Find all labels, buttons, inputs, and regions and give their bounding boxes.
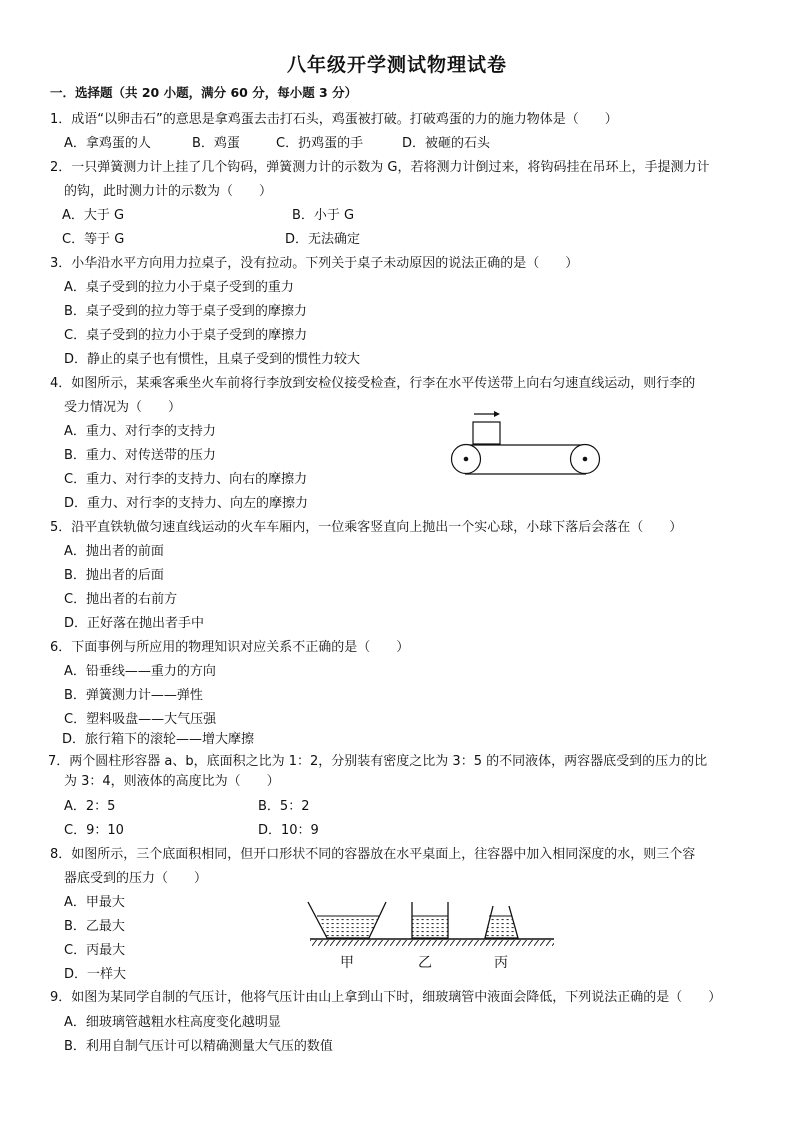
q5-option-d: D．正好落在抛出者手中: [64, 616, 205, 631]
q4-option-d: D．重力、对行李的支持力、向左的摩擦力: [64, 496, 309, 511]
q2-option-c: C．等于 G: [62, 232, 125, 247]
containers-figure: [306, 898, 558, 948]
question-7-text-line1: 7．两个圆柱形容器 a、b，底面积之比为 1：2，分别装有密度之比为 3：5 的不同液体，两容器底受到的压力的比: [48, 754, 708, 769]
container-label-yi: 乙: [418, 955, 432, 971]
container-yi-water: [412, 916, 448, 938]
q3-option-d: D．静止的桌子也有惯性，且桌子受到的惯性力较大: [64, 352, 361, 367]
q7-option-c: C．9：10: [64, 823, 124, 838]
q2-option-d: D．无法确定: [285, 232, 361, 247]
right-roller-axle: [583, 457, 588, 462]
q4-option-c: C．重力、对行李的支持力、向右的摩擦力: [64, 472, 308, 487]
q1-option-d: D．被砸的石头: [402, 136, 491, 151]
q3-option-c: C．桌子受到的拉力小于桌子受到的摩擦力: [64, 328, 308, 343]
question-8-text-line2: 器底受到的压力（ ）: [64, 871, 208, 886]
question-3-text: 3．小华沿水平方向用力拉桌子，没有拉动。下列关于桌子未动原因的说法正确的是（ ）: [50, 256, 579, 271]
question-4-text-line2: 受力情况为（ ）: [64, 400, 182, 415]
container-label-bing: 丙: [494, 955, 508, 971]
motion-arrow-head: [494, 411, 500, 417]
q5-option-b: B．抛出者的后面: [64, 568, 164, 583]
q8-option-d: D．一样大: [64, 967, 127, 982]
question-8-text-line1: 8．如图所示，三个底面积相同，但开口形状不同的容器放在水平桌面上，往容器中加入相同深度的水，则三个容: [50, 847, 696, 862]
question-9-text: 9．如图为某同学自制的气压计，他将气压计由山上拿到山下时，细玻璃管中液面会降低，下列说法正确的是（ ）: [50, 990, 722, 1005]
q9-option-b: B．利用自制气压计可以精确测量大气压的数值: [64, 1039, 333, 1054]
q4-option-a: A．重力、对行李的支持力: [64, 424, 216, 439]
question-1-text: 1．成语“以卵击石”的意思是拿鸡蛋去击打石头，鸡蛋被打破。打破鸡蛋的力的施力物体是（ ）: [50, 112, 618, 127]
q6-option-c: C．塑料吸盘——大气压强: [64, 712, 217, 727]
container-label-jia: 甲: [340, 955, 354, 971]
q5-option-c: C．抛出者的右前方: [64, 592, 178, 607]
q3-option-b: B．桌子受到的拉力等于桌子受到的摩擦力: [64, 304, 307, 319]
page-title: 八年级开学测试物理试卷: [286, 54, 507, 76]
section-heading: 一．选择题（共 20 小题，满分 60 分，每小题 3 分）: [50, 85, 358, 100]
q5-option-a: A．抛出者的前面: [64, 544, 164, 559]
q1-option-c: C．扔鸡蛋的手: [276, 136, 364, 151]
q3-option-a: A．桌子受到的拉力小于桌子受到的重力: [64, 280, 294, 295]
q1-option-b: B．鸡蛋: [192, 136, 240, 151]
q7-option-b: B．5：2: [258, 799, 310, 814]
q8-option-b: B．乙最大: [64, 919, 125, 934]
q2-option-a: A．大于 G: [62, 208, 125, 223]
q1-option-a: A．拿鸡蛋的人: [64, 136, 151, 151]
question-7-text-line2: 为 3：4，则液体的高度比为（ ）: [64, 774, 280, 789]
q4-option-b: B．重力、对传送带的压力: [64, 448, 216, 463]
q2-option-b: B．小于 G: [292, 208, 355, 223]
conveyor-belt-figure: [450, 408, 602, 478]
question-2-text-line2: 的钩，此时测力计的示数为（ ）: [64, 184, 273, 199]
q9-option-a: A．细玻璃管越粗水柱高度变化越明显: [64, 1015, 281, 1030]
question-6-text: 6．下面事例与所应用的物理知识对应关系不正确的是（ ）: [50, 640, 410, 655]
q7-option-d: D．10：9: [258, 823, 319, 838]
q8-option-c: C．丙最大: [64, 943, 126, 958]
q6-option-b: B．弹簧测力计——弹性: [64, 688, 203, 703]
question-2-text-line1: 2．一只弹簧测力计上挂了几个钩码，弹簧测力计的示数为 G，若将测力计倒过来，将钩码挂在吊环上，手提测力计: [50, 160, 710, 175]
q7-option-a: A．2：5: [64, 799, 116, 814]
q6-option-d: D．旅行箱下的滚轮——增大摩擦: [62, 732, 255, 747]
left-roller-axle: [464, 457, 469, 462]
table-hatching: [310, 940, 554, 946]
question-4-text-line1: 4．如图所示，某乘客乘坐火车前将行李放到安检仪接受检查，行李在水平传送带上向右匀速直线运动，则行李的: [50, 376, 696, 391]
luggage-box: [473, 422, 500, 444]
question-5-text: 5．沿平直铁轨做匀速直线运动的火车车厢内，一位乘客竖直向上抛出一个实心球，小球下落后会落在（ ）: [50, 520, 683, 535]
q6-option-a: A．铅垂线——重力的方向: [64, 664, 216, 679]
q8-option-a: A．甲最大: [64, 895, 125, 910]
